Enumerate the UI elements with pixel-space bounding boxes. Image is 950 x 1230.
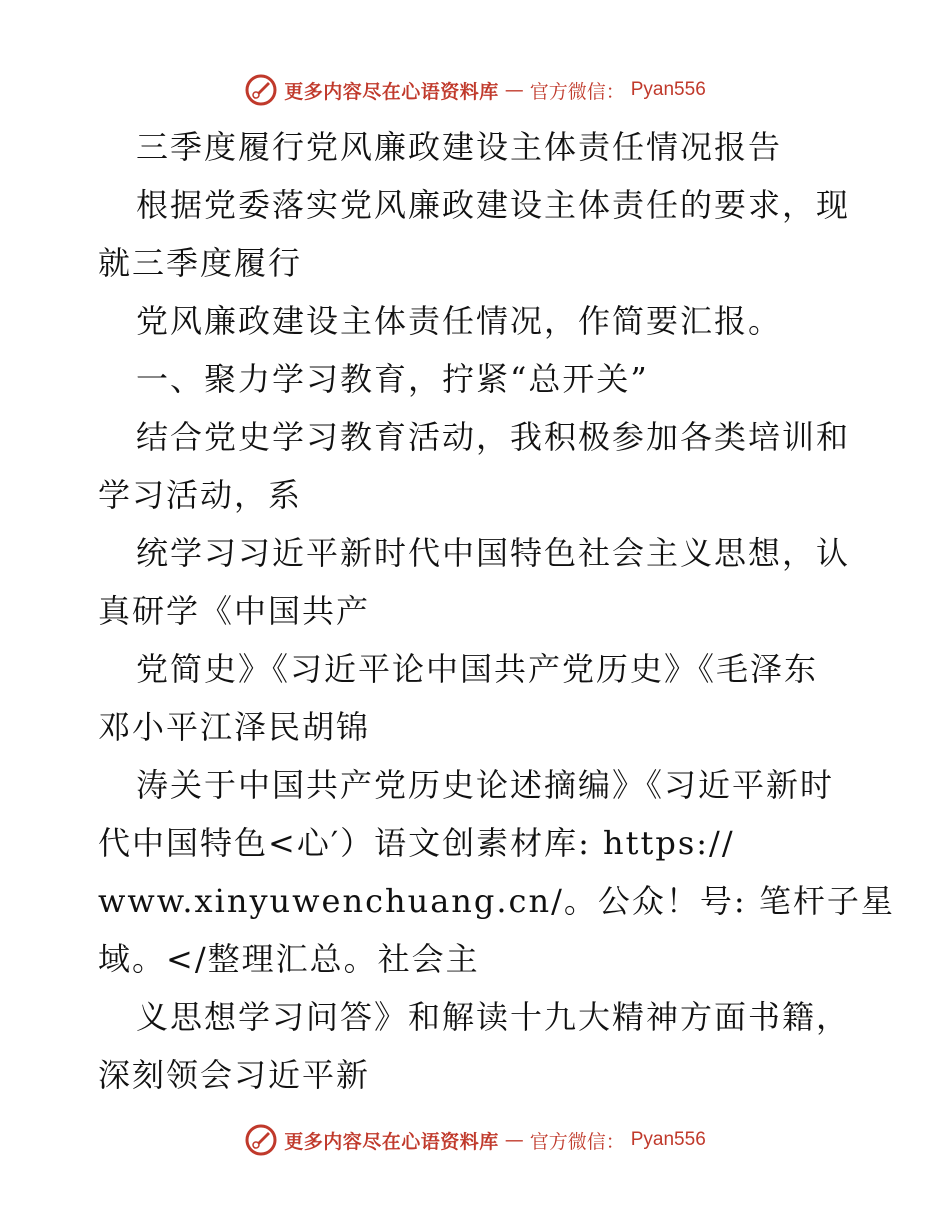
paragraph-line: 代中国特色<心′）语文创素材库: https:// bbox=[98, 824, 735, 862]
paragraph-line: 义思想学习问答》和解读十九大精神方面书籍， bbox=[136, 998, 851, 1036]
brand-logo-icon bbox=[244, 73, 278, 107]
paragraph-line: 结合党史学习教育活动，我积极参加各类培训和 bbox=[136, 418, 851, 456]
paragraph-line: 域。</整理汇总。社会主 bbox=[98, 940, 480, 978]
document-body bbox=[98, 118, 895, 1104]
paragraph-line: 深刻领会习近平新 bbox=[98, 1056, 371, 1094]
watermark-brand-text: 更多内容尽在心语资料库 bbox=[284, 1130, 499, 1153]
paragraph-line: 根据党委落实党风廉政建设主体责任的要求，现 bbox=[136, 186, 851, 224]
watermark-separator: — bbox=[504, 1129, 524, 1151]
watermark-footer bbox=[0, 1120, 950, 1160]
watermark-wechat-label: 官方微信： bbox=[529, 1130, 625, 1153]
paragraph-line: 真研学《中国共产 bbox=[98, 592, 371, 630]
watermark-wechat-handle: Pyan556 bbox=[630, 1129, 706, 1150]
paragraph-line: 涛关于中国共产党历史论述摘编》《习近平新时 bbox=[136, 766, 835, 804]
paragraph-line: 邓小平江泽民胡锦 bbox=[98, 708, 371, 746]
paragraph-line: 党简史》《习近平论中国共产党历史》《毛泽东 bbox=[136, 650, 819, 688]
watermark-header bbox=[0, 70, 950, 110]
watermark-wechat-handle: Pyan556 bbox=[630, 79, 706, 100]
paragraph-line: 党风廉政建设主体责任情况，作简要汇报。 bbox=[136, 302, 783, 340]
paragraph-line: www.xinyuwenchuang.cn/。公众！号: 笔杆子星 bbox=[98, 882, 895, 920]
paragraph-line: 就三季度履行 bbox=[98, 244, 303, 282]
watermark-brand-text: 更多内容尽在心语资料库 bbox=[284, 80, 499, 103]
section-heading: 一、聚力学习教育，拧紧“总开关” bbox=[136, 360, 649, 398]
paragraph-line: 学习活动，系 bbox=[98, 476, 303, 514]
paragraph-line: 统学习习近平新时代中国特色社会主义思想，认 bbox=[136, 534, 851, 572]
watermark-separator: — bbox=[504, 79, 524, 101]
watermark-wechat-label: 官方微信： bbox=[529, 80, 625, 103]
document-title: 三季度履行党风廉政建设主体责任情况报告 bbox=[136, 128, 783, 166]
brand-logo-icon bbox=[244, 1123, 278, 1157]
